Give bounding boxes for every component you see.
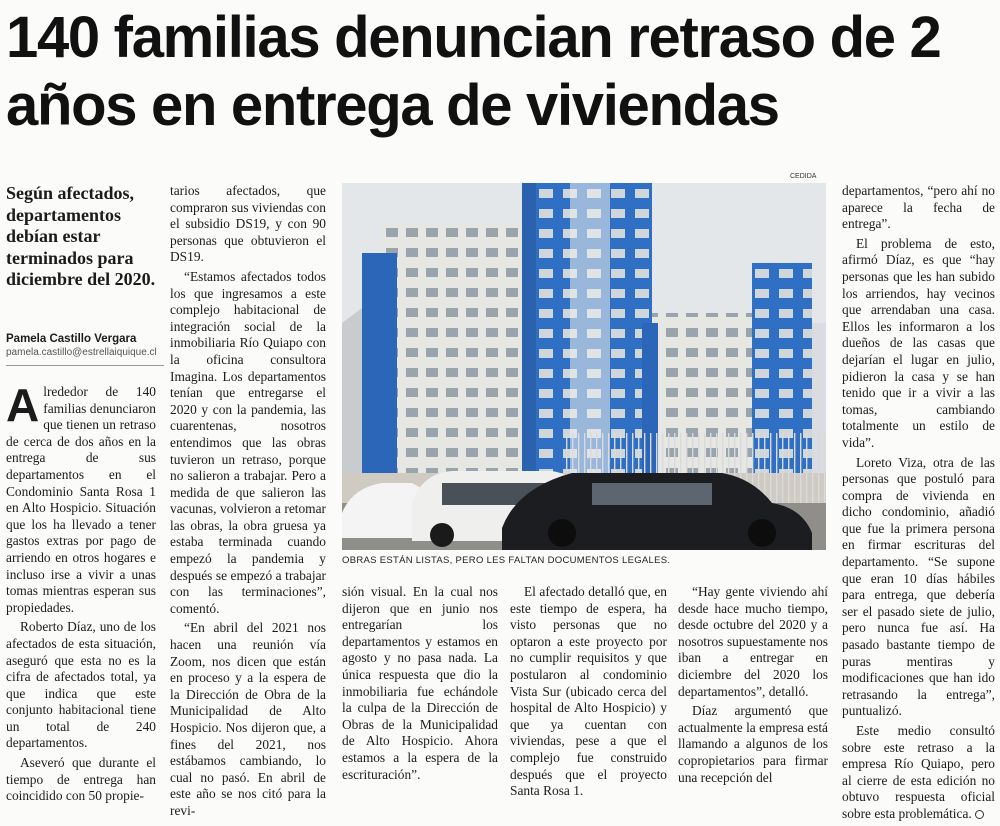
byline-email[interactable]: pamela.castillo@estrellaiquique.cl [6, 347, 157, 358]
paragraph-text: Este medio consultó sobre este retraso a la empresa Río Quiapo, pero al cierre de esta edición no obtuvo respuesta oficial sobre esta problemática. [842, 723, 995, 821]
article-column-1 [6, 379, 156, 808]
building-photo [342, 183, 826, 550]
paragraph: “Hay gente viviendo ahí desde hace mucho tiempo, desde octubre del 2020 y a nosotros supuestamente nos iban a entregar en diciembre del 2020 los departamentos”, detalló. [678, 584, 828, 699]
paragraph-text: lrededor de 140 familias denunciaron que tienen un retraso de cerca de dos años en la entrega de sus departamentos en el Condominio Santa Rosa 1 en Alto Hospicio. Situación que los ha llevado a tener gastos extras por pago de arriendo en otros hogares e incluso irse a vivir a unas tomas mientras esperan sus propiedades. [6, 384, 156, 615]
paragraph: “Estamos afectados todos los que ingresamos a este complejo habitacional de integración social de la inmobiliaria Río Quiapo con la oficina consultora Imagina. Los departamentos tenían que entregarse el 2020 y con la pandemia, las cuarentenas, nosotros entendimos que las obras tuvieron un retraso, porque no salieron a trabajar. Pero a medida de que salieron las vacunas, volvieron a retomar las obras, la obra gruesa ya estaba terminada cuando empezó la pandemia y después se empezó a trabajar con las terminaciones”, comentó. [170, 268, 326, 616]
article-column-5 [678, 584, 828, 789]
byline-divider [6, 365, 164, 366]
paragraph: El problema de esto, afirmó Díaz, es que “hay personas que les han subido los arriendos, hay vecinos que arrendaban una casa. Ellos les informaron a los dueños de las casas que dejarían el lugar en julio, pidieron la casa y se han tenido que ir a vivir a las tomas, cambiando totalmente un estilo de vida”. [842, 235, 995, 450]
photo-credit: CEDIDA [790, 173, 817, 180]
article-column-4 [510, 584, 667, 803]
article-column-3 [342, 584, 498, 786]
headline: 140 familias denuncian retraso de 2 años en entrega de viviendas [6, 5, 941, 138]
paragraph: Díaz argumentó que actualmente la empresa está llamando a algunos de los copropietarios para firmar una recepción del [678, 703, 828, 785]
paragraph: sión visual. En la cual nos dijeron que en junio nos entregarían los departamentos y estamos en agosto y no pasa nada. La única respuesta que dio la inmobiliaria fue echándole la culpa de la Dirección de Obras de la Municipalidad de Alto Hospicio. Ahora estamos a la espera de la escrituración”. [342, 584, 498, 782]
paragraph: Roberto Díaz, uno de los afectados de esta situación, aseguró que esta no es la cifra de afectados total, ya que indica que este conjunto habitacional tiene un total de 240 departamentos. [6, 619, 156, 751]
drop-cap: A [6, 379, 40, 431]
photo-caption: OBRAS ESTÁN LISTAS, PERO LES FALTAN DOCUMENTOS LEGALES. [342, 555, 671, 566]
paragraph: Aseveró que durante el tiempo de entrega han coincidido con 50 propie- [6, 755, 156, 804]
paragraph [842, 723, 995, 823]
paragraph: departamentos, “pero ahí no aparece la fecha de entrega”. [842, 183, 995, 232]
article-column-2 [170, 183, 326, 823]
deck-subtitle: Según afectados, departamentos debían estar terminados para diciembre del 2020. [6, 183, 156, 289]
byline-author: Pamela Castillo Vergara [6, 333, 137, 345]
paragraph [6, 379, 156, 616]
paragraph: tarios afectados, que compraron sus viviendas con el subsidio DS19, y con 90 personas que obtuvieron el DS19. [170, 183, 326, 265]
end-of-article-icon [975, 810, 984, 819]
apartment-buildings-illustration [342, 183, 826, 550]
paragraph: El afectado detalló que, en este tiempo de espera, ha visto personas que no optaron a este proyecto por no cumplir requisitos y que postularon al condominio Vista Sur (ubicado cerca del hospital de Alto Hospicio) y que ya cuentan con viviendas, pese a que el complejo fue construido después que el proyecto Santa Rosa 1. [510, 584, 667, 799]
paragraph: Loreto Viza, otra de las personas que postuló para compra de vivienda en dicho condominio, añadió que fue la primera persona en firmar escrituras del departamento. “Se supone que eran 10 días hábiles para entrega, que debería ser el pasado siete de julio, pero nunca fue así. Ha pasado bastante tiempo de puras mentiras y modificaciones que han ido retrasando la entrega”, puntualizó. [842, 454, 995, 719]
paragraph: “En abril del 2021 nos hacen una reunión vía Zoom, nos dicen que están en proceso y a la espera de la Dirección de Obra de la Municipalidad de Alto Hospicio. Nos dijeron que, a fines del 2021, nos estábamos cambiando, lo cual no pasó. En abril de este año se nos citó para la revi- [170, 620, 326, 818]
article-column-6 [842, 183, 995, 826]
